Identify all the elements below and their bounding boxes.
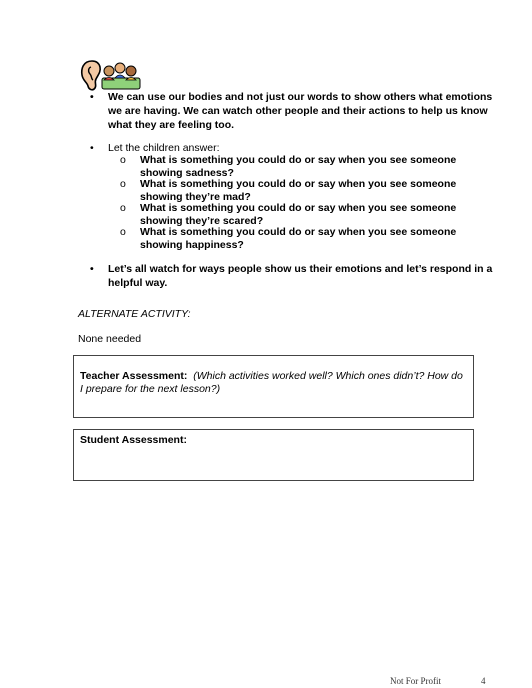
sub-bullet-marker: o (120, 202, 126, 214)
question-text: What is something you could do or say when you see someone showing happiness? (140, 226, 457, 251)
bullet-marker: • (90, 91, 94, 103)
bullet-emotions-bodies (90, 90, 503, 132)
question-item (120, 226, 485, 252)
bullet-marker: • (90, 142, 94, 154)
page-number: 4 (481, 676, 486, 686)
alternate-activity-heading: ALTERNATE ACTIVITY: (78, 308, 191, 320)
bullet-text: We can use our bodies and not just our words to show others what emotions we are having. We can watch other people and their actions to help us know what they are feeling too. (108, 91, 493, 131)
question-text: What is something you could do or say when you see someone showing they’re scared? (140, 202, 457, 227)
student-assessment-box[interactable] (73, 429, 474, 481)
student-assessment-label: Student Assessment: (80, 434, 187, 446)
teacher-assessment-box[interactable] (73, 355, 474, 418)
question-item (120, 154, 485, 180)
teacher-assessment-note: (Which activities worked well? Which ones didn’t? How do I prepare for the next lesson?) (80, 370, 463, 395)
footer-text: Not For Profit (390, 676, 442, 686)
sub-bullet-marker: o (120, 226, 126, 238)
bullet-marker: • (90, 263, 94, 275)
bullet-text: Let the children answer: (108, 142, 220, 154)
alternate-activity-text: None needed (78, 333, 142, 345)
sub-bullet-marker: o (120, 154, 126, 166)
teacher-assessment-label: Teacher Assessment: (80, 370, 188, 382)
bullet-watch-and-respond (90, 262, 508, 290)
sub-bullet-marker: o (120, 178, 126, 190)
question-item (120, 202, 485, 228)
ear-and-children-icon (78, 58, 142, 92)
question-item (120, 178, 485, 204)
question-text: What is something you could do or say when you see someone showing they’re mad? (140, 178, 457, 203)
question-text: What is something you could do or say when you see someone showing sadness? (140, 154, 457, 179)
bullet-text: Let’s all watch for ways people show us their emotions and let’s respond in a helpful way. (108, 263, 493, 289)
